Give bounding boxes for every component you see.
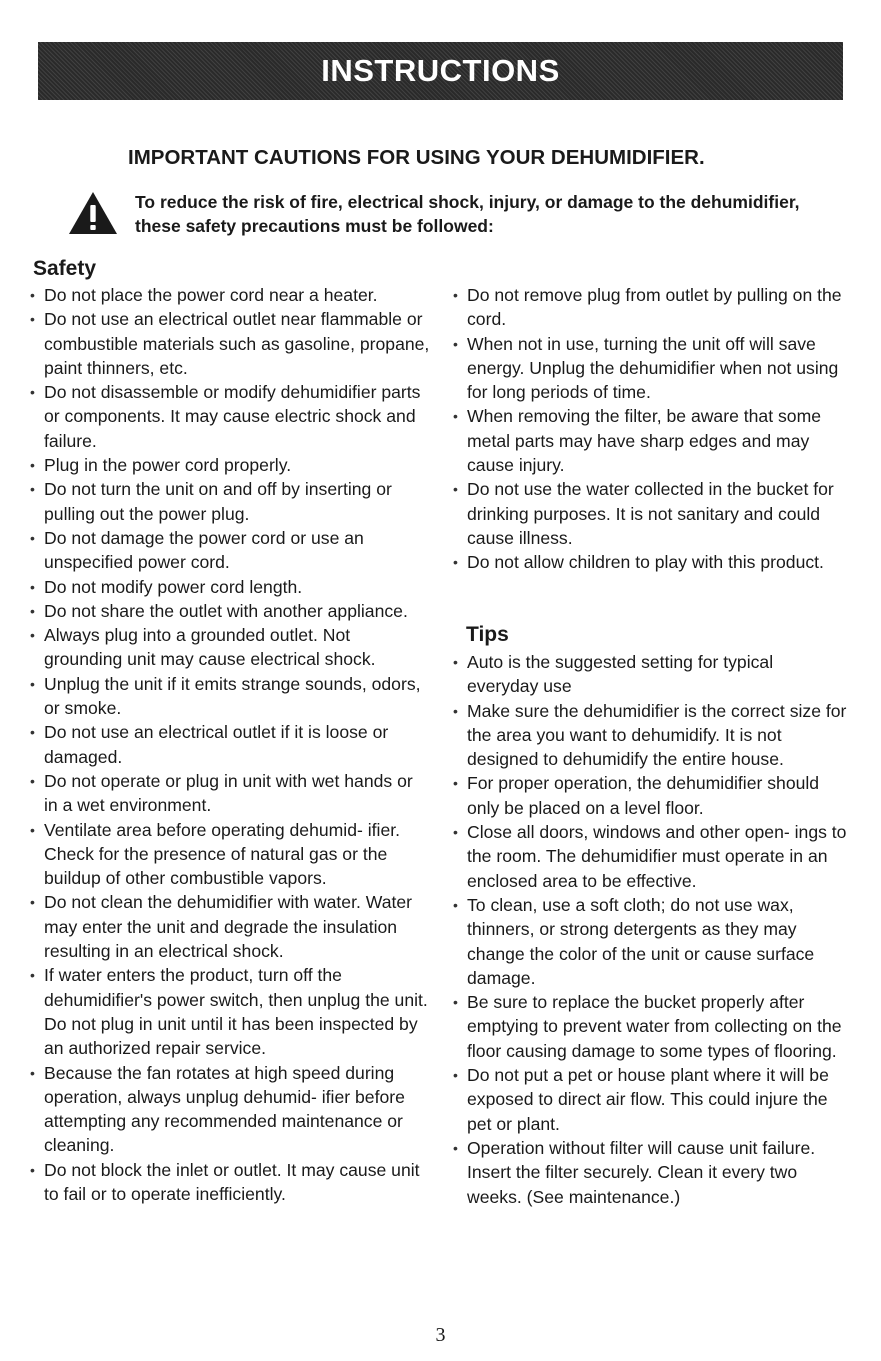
list-item: • Because the fan rotates at high speed during operation, always unplug dehumid- ifier before attempting any recommended maintenance or cleaning. [30,1061,430,1158]
list-item: • If water enters the product, turn off the dehumidifier's power switch, then unplug the unit. Do not plug in unit until it has been inspected by an authorized repair service. [30,963,430,1060]
page-number: 3 [435,1324,446,1346]
list-item: • Do not damage the power cord or use an unspecified power cord. [30,526,430,575]
page-title: IMPORTANT CAUTIONS FOR USING YOUR DEHUMIDIFIER. [128,146,705,169]
list-item: • To clean, use a soft cloth; do not use wax, thinners, or strong detergents as they may change the color of the unit or cause surface damage. [453,893,848,990]
list-item: • For proper operation, the dehumidifier should only be placed on a level floor. [453,771,848,820]
list-item: • Always plug into a grounded outlet. Not grounding unit may cause electrical shock. [30,623,430,672]
warning-triangle-icon [68,191,118,235]
tips-list [453,650,848,1209]
list-item: • Do not share the outlet with another appliance. [30,599,430,623]
list-item: • Close all doors, windows and other open- ings to the room. The dehumidifier must operate in an enclosed area to be effective. [453,820,848,893]
list-item: • Make sure the dehumidifier is the correct size for the area you want to dehumidify. It is not designed to dehumidify the entire house. [453,699,848,772]
list-item: • When not in use, turning the unit off will save energy. Unplug the dehumidifier when not using for long periods of time. [453,332,848,405]
list-item: • Unplug the unit if it emits strange sounds, odors, or smoke. [30,672,430,721]
list-item: • Do not block the inlet or outlet. It may cause unit to fail or to operate inefficiently. [30,1158,430,1207]
list-item: • Do not place the power cord near a heater. [30,283,430,307]
list-item: • Do not modify power cord length. [30,575,430,599]
list-item: • Ventilate area before operating dehumid- ifier. Check for the presence of natural gas or the buildup of other combustible vapors. [30,818,430,891]
list-item: • Do not disassemble or modify dehumidifier parts or components. It may cause electric shock and failure. [30,380,430,453]
list-item: • Do not use an electrical outlet if it is loose or damaged. [30,720,430,769]
banner-title: INSTRUCTIONS [321,53,560,88]
safety-heading: Safety [33,257,97,280]
list-item: • Do not use the water collected in the bucket for drinking purposes. It is not sanitary and could cause illness. [453,477,848,550]
list-item: • Do not allow children to play with this product. [453,550,848,574]
safety-list-left [30,283,430,1206]
list-item: • Do not put a pet or house plant where it will be exposed to direct air flow. This could injure the pet or plant. [453,1063,848,1136]
list-item: • Plug in the power cord properly. [30,453,430,477]
list-item: • Do not clean the dehumidifier with water. Water may enter the unit and degrade the insulation resulting in an electrical shock. [30,890,430,963]
list-item: • Do not use an electrical outlet near flammable or combustible materials such as gasoline, propane, paint thinners, etc. [30,307,430,380]
list-item: • Do not turn the unit on and off by inserting or pulling out the power plug. [30,477,430,526]
safety-list-right [453,283,848,575]
instructions-banner [38,42,843,100]
list-item: • Operation without filter will cause unit failure. Insert the filter securely. Clean it every two weeks. (See maintenance.) [453,1136,848,1209]
tips-heading: Tips [466,623,509,646]
list-item: • Do not operate or plug in unit with wet hands or in a wet environment. [30,769,430,818]
list-item: • When removing the filter, be aware that some metal parts may have sharp edges and may cause injury. [453,404,848,477]
list-item: • Auto is the suggested setting for typical everyday use [453,650,848,699]
list-item: • Be sure to replace the bucket properly after emptying to prevent water from collecting on the floor causing damage to some types of flooring. [453,990,848,1063]
list-item: • Do not remove plug from outlet by pulling on the cord. [453,283,848,332]
warning-text: To reduce the risk of fire, electrical shock, injury, or damage to the dehumidifier, these safety precautions must be followed: [135,192,800,236]
